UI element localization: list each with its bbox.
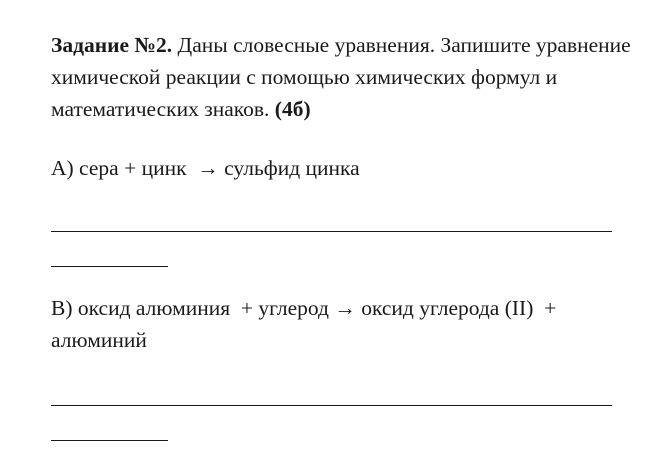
task-heading: Задание №2. bbox=[51, 33, 173, 57]
answer-line-a-1 bbox=[51, 231, 612, 232]
equation-b: В) оксид алюминия + углерод → оксид углерода (II) + алюминий bbox=[51, 296, 562, 352]
task-paragraph bbox=[51, 29, 631, 125]
answer-line-b-1 bbox=[51, 405, 612, 406]
answer-line-a-2 bbox=[51, 266, 168, 267]
answer-line-b-2 bbox=[51, 440, 168, 441]
task-points: (4б) bbox=[274, 97, 311, 121]
equation-a: А) сера + цинк → сульфид цинка bbox=[51, 156, 360, 180]
task-instructions: Даны словесные уравнения. Запишите уравнение химической реакции с помощью химических формул и математических знаков. bbox=[51, 33, 631, 121]
